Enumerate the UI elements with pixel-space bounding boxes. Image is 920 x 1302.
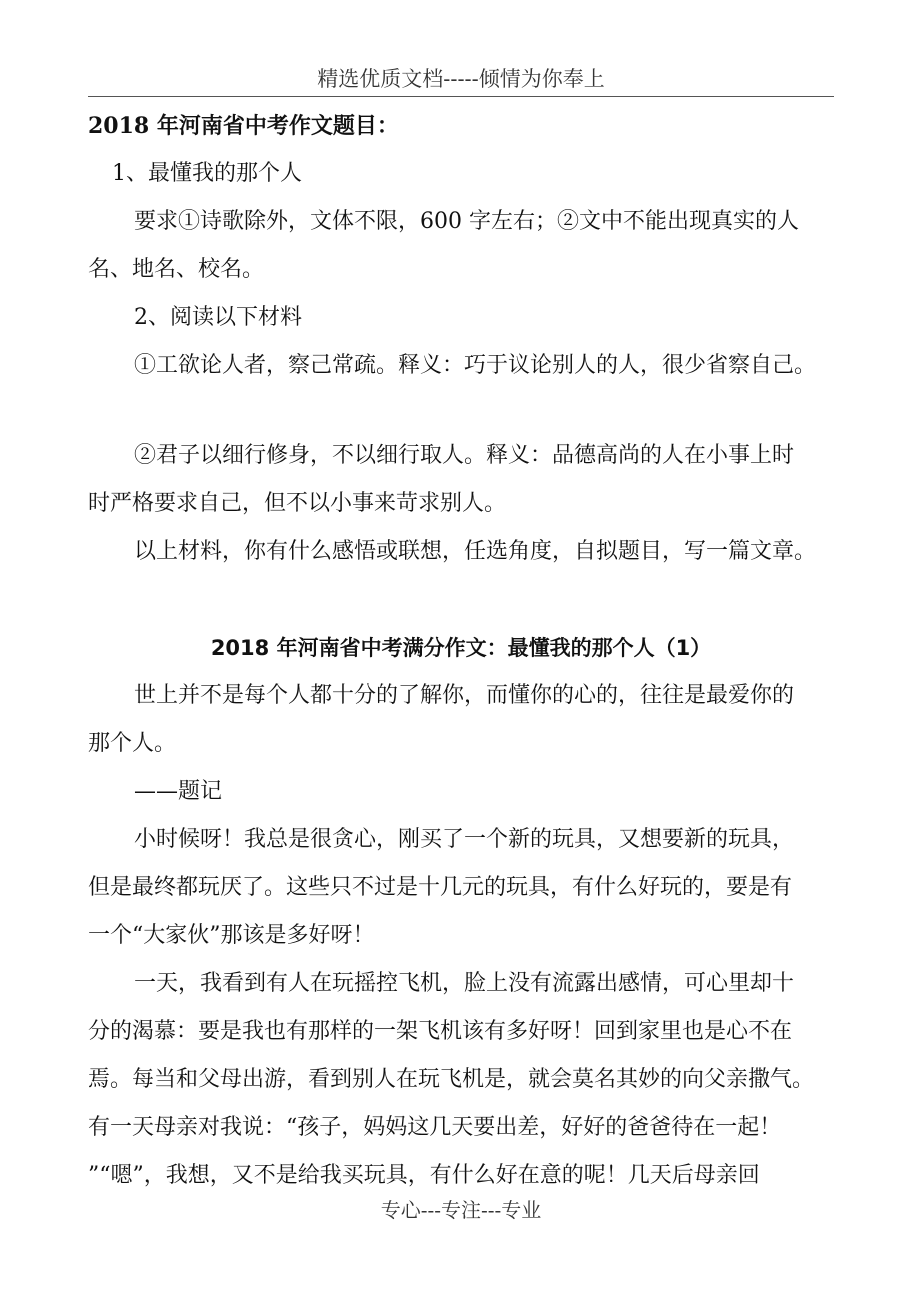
section-title: 2018 年河南省中考作文题目： (88, 113, 399, 139)
document-body (88, 102, 840, 1200)
page-footer: 专心---专注---专业 (380, 1198, 542, 1222)
essay-paragraph-line: 分的渴慕：要是我也有那样的一架飞机该有多好呀！回到家里也是心不在 (88, 1019, 793, 1044)
topic-2: 2、阅读以下材料 (134, 305, 302, 330)
essay-paragraph-line: ”“嗯”，我想，又不是给我买玩具，有什么好在意的呢！几天后母亲回 (88, 1163, 760, 1188)
essay-paragraph-line: 世上并不是每个人都十分的了解你，而懂你的心的，往往是最爱你的 (134, 683, 795, 708)
spacer (88, 390, 840, 432)
essay-epigraph: ——题记 (134, 779, 223, 804)
essay-paragraph-line: 一天，我看到有人在玩摇控飞机，脸上没有流露出感情，可心里却十 (134, 971, 795, 996)
topic-1: 1、最懂我的那个人 (112, 161, 302, 186)
essay-paragraph-line: 那个人。 (88, 731, 177, 756)
essay-paragraph-line: 焉。每当和父母出游，看到别人在玩飞机是，就会莫名其妙的向父亲撒气。 (88, 1067, 815, 1092)
essay-paragraph-line: 小时候呀！我总是很贪心，刚买了一个新的玩具，又想要新的玩具， (134, 827, 795, 852)
task-instruction: 以上材料，你有什么感悟或联想，任选角度，自拟题目，写一篇文章。 (134, 539, 817, 564)
material-2-line-1: ②君子以细行修身，不以细行取人。释义：品德高尚的人在小事上时 (134, 443, 795, 468)
requirement-line-2: 名、地名、校名。 (88, 257, 265, 282)
header-divider (88, 96, 834, 97)
essay-paragraph-line: 一个“大家伙”那该是多好呀！ (88, 923, 375, 948)
essay-title: 2018 年河南省中考满分作文：最懂我的那个人（1） (210, 636, 712, 660)
material-1: ①工欲论人者，察己常疏。释义：巧于议论别人的人，很少省察自己。 (134, 353, 817, 378)
requirement-line-1: 要求①诗歌除外，文体不限，600 字左右；②文中不能出现真实的人 (134, 209, 799, 234)
spacer (88, 576, 840, 624)
page-header: 精选优质文档-----倾情为你奉上 (317, 67, 605, 91)
essay-paragraph-line: 但是最终都玩厌了。这些只不过是十几元的玩具，有什么好玩的，要是有 (88, 875, 793, 900)
essay-paragraph-line: 有一天母亲对我说：“孩子，妈妈这几天要出差，好好的爸爸待在一起！ (88, 1115, 782, 1140)
material-2-line-2: 时严格要求自己，但不以小事来苛求别人。 (88, 491, 507, 516)
